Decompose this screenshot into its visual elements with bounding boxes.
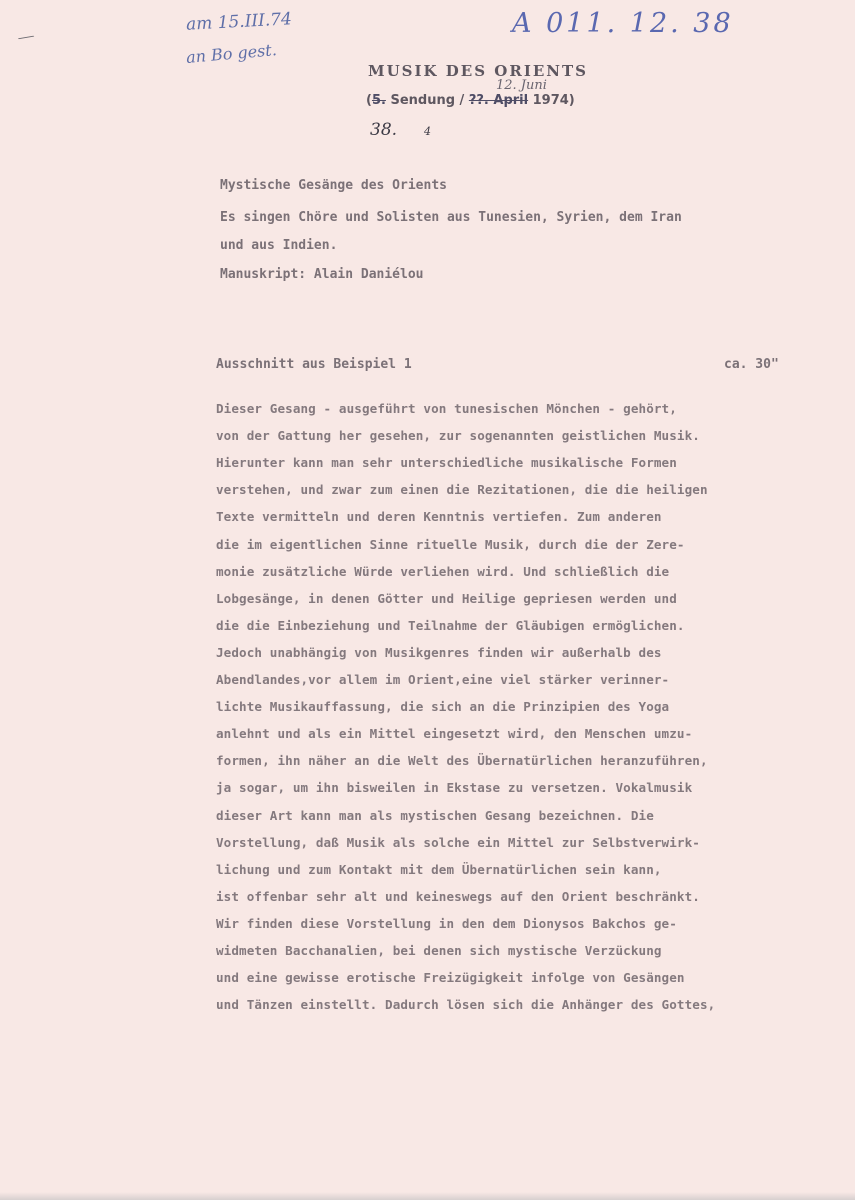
- intro-title: Mystische Gesänge des Orients: [220, 178, 447, 193]
- body-line: ja sogar, um ihn bisweilen in Ekstase zu versetzen. Vokalmusik: [216, 780, 693, 796]
- body-line: Vorstellung, daß Musik als solche ein Mittel zur Selbstverwirk-: [216, 834, 700, 850]
- example-label: Ausschnitt aus Beispiel 1: [216, 357, 412, 372]
- body-line: ist offenbar sehr alt und keineswegs auf den Orient beschränkt.: [216, 888, 700, 904]
- manuscript-author: Manuskript: Alain Daniélou: [220, 267, 424, 282]
- body-line: Wir finden diese Vorstellung in den dem Dionysos Bakchos ge-: [216, 915, 677, 931]
- handwritten-note-date: am 15.III.74: [185, 9, 293, 35]
- body-line: Lobgesänge, in denen Götter und Heilige gepriesen werden und: [216, 590, 677, 606]
- body-line: widmeten Bacchanalien, bei denen sich mystische Verzückung: [216, 943, 662, 958]
- body-line: von der Gattung her gesehen, zur sogenannten geistlichen Musik.: [216, 428, 700, 444]
- body-line: und eine gewisse erotische Freizügigkeit infolge von Gesängen: [216, 970, 685, 986]
- body-line: Jedoch unabhängig von Musikgenres finden wir außerhalb des: [216, 644, 662, 660]
- page-reference-main: 38.: [370, 120, 398, 140]
- page-reference-sub: 4: [424, 125, 431, 138]
- paren-open: (: [366, 93, 372, 108]
- intro-performers: Es singen Chöre und Solisten aus Tunesien, Syrien, dem Iran: [220, 210, 682, 225]
- page-bottom-edge: [0, 1192, 855, 1200]
- intro-performers-cont: und aus Indien.: [220, 238, 338, 253]
- broadcast-year: 1974): [532, 93, 575, 108]
- body-line: die im eigentlichen Sinne rituelle Musik, durch die der Zere-: [216, 536, 685, 552]
- date-struck: ??. April: [468, 93, 529, 108]
- body-line: die die Einbeziehung und Teilnahme der Gläubigen ermöglichen.: [216, 617, 685, 633]
- body-line: Texte vermitteln und deren Kenntnis vertiefen. Zum anderen: [216, 509, 662, 525]
- archive-number: A 011. 12. 38: [512, 8, 734, 39]
- body-line: Abendlandes,vor allem im Orient,eine viel stärker verinner-: [216, 672, 670, 687]
- body-line: formen, ihn näher an die Welt des Übernatürlichen heranzuführen,: [216, 753, 708, 769]
- example-duration: ca. 30": [724, 357, 779, 372]
- body-line: anlehnt und als ein Mittel eingesetzt wird, den Menschen umzu-: [216, 726, 693, 742]
- handwritten-note-sent: an Bo gest.: [185, 40, 278, 67]
- sendung-label: Sendung /: [390, 93, 465, 108]
- body-line: verstehen, und zwar zum einen die Rezitationen, die die heiligen: [216, 482, 708, 498]
- body-line: Dieser Gesang - ausgeführt von tunesischen Mönchen - gehört,: [216, 401, 677, 416]
- sendung-number-struck: 5.: [371, 93, 386, 108]
- body-line: Hierunter kann man sehr unterschiedliche musikalische Formen: [216, 455, 677, 471]
- body-line: lichte Musikauffassung, die sich an die Prinzipien des Yoga: [216, 699, 670, 715]
- body-line: monie zusätzliche Würde verliehen wird. Und schließlich die: [216, 563, 670, 579]
- body-line: dieser Art kann man als mystischen Gesang bezeichnen. Die: [216, 807, 654, 823]
- broadcast-line: [366, 93, 575, 108]
- program-title: MUSIK DES ORIENTS: [368, 62, 588, 80]
- staple-mark-icon: ⟋: [15, 26, 37, 49]
- body-line: lichung und zum Kontakt mit dem Übernatürlichen sein kann,: [216, 861, 662, 877]
- body-line: und Tänzen einstellt. Dadurch lösen sich die Anhänger des Gottes,: [216, 997, 716, 1013]
- handwritten-broadcast-date: 12. Juni: [496, 78, 547, 93]
